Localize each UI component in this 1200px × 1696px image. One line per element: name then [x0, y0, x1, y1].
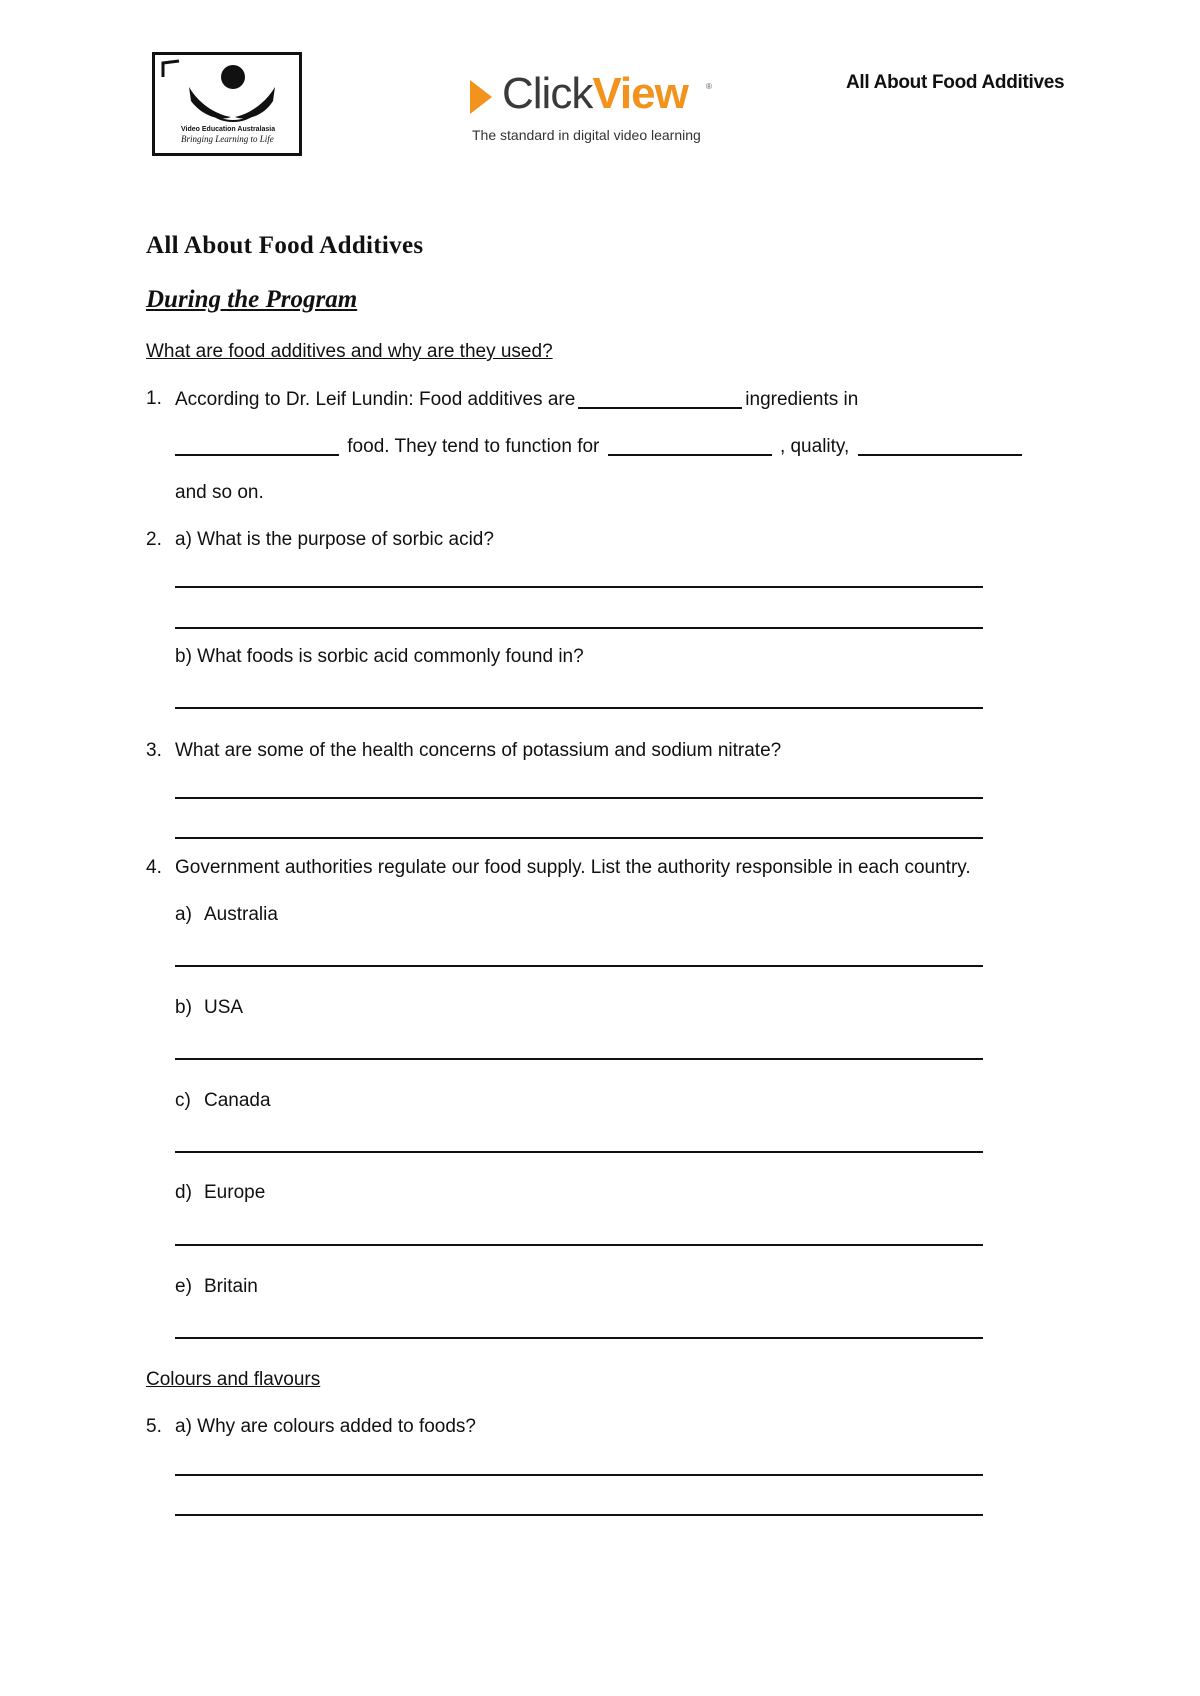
q1-line1 — [175, 389, 858, 409]
q4-item-britain: Britain — [204, 1276, 258, 1297]
q1-blank-4[interactable] — [858, 436, 1022, 456]
document-title: All About Food Additives — [146, 232, 424, 259]
q1-blank-2[interactable] — [175, 436, 339, 456]
vea-logo — [152, 52, 302, 156]
q2b-text: b) What foods is sorbic acid commonly found in? — [175, 646, 584, 667]
q4-item-letter: a) — [175, 904, 192, 925]
q4-item-australia: Australia — [204, 904, 278, 925]
q5-number: 5. — [146, 1416, 162, 1437]
q4-text: Government authorities regulate our food supply. List the authority responsible in each country. — [175, 857, 971, 878]
q1-line3: and so on. — [175, 482, 264, 503]
q4e-answer-line[interactable] — [175, 1337, 983, 1339]
q4c-answer-line[interactable] — [175, 1151, 983, 1153]
q4-item-europe: Europe — [204, 1182, 266, 1203]
header-title: All About Food Additives — [846, 72, 1065, 93]
q5a-answer-line-2[interactable] — [175, 1514, 983, 1516]
q4-item-letter: c) — [175, 1090, 191, 1111]
q4d-answer-line[interactable] — [175, 1244, 983, 1246]
q1-text-part1: According to Dr. Leif Lundin: Food additives are — [175, 389, 576, 410]
subheading-colours-flavours: Colours and flavours — [146, 1369, 321, 1390]
q2-number: 2. — [146, 529, 162, 550]
q5a-text: a) Why are colours added to foods? — [175, 1416, 477, 1437]
q2a-answer-line-1[interactable] — [175, 586, 983, 588]
clickview-tagline: The standard in digital video learning — [472, 127, 701, 143]
q5a-answer-line-1[interactable] — [175, 1474, 983, 1476]
play-icon — [468, 78, 494, 116]
q1-line2 — [175, 436, 1025, 456]
q4-item-letter: d) — [175, 1182, 192, 1203]
q4-number: 4. — [146, 857, 162, 878]
q3-text: What are some of the health concerns of potassium and sodium nitrate? — [175, 740, 782, 761]
q4-item-usa: USA — [204, 997, 244, 1018]
q1-blank-1[interactable] — [578, 389, 742, 409]
q3-answer-line-2[interactable] — [175, 837, 983, 839]
q3-number: 3. — [146, 740, 162, 761]
q1-blank-3[interactable] — [608, 436, 772, 456]
q1-number: 1. — [146, 388, 162, 409]
logo-org-name: Video Education Australasia — [181, 126, 276, 133]
logo-tagline: Bringing Learning to Life — [181, 134, 274, 144]
q4-item-letter: e) — [175, 1276, 192, 1297]
registered-mark: ® — [706, 82, 712, 91]
q4b-answer-line[interactable] — [175, 1058, 983, 1060]
q1-text-part4: , quality, — [779, 436, 850, 457]
q1-text-part2: ingredients in — [745, 389, 859, 410]
q4-item-canada: Canada — [204, 1090, 271, 1111]
q2a-text: a) What is the purpose of sorbic acid? — [175, 529, 494, 550]
q4-item-letter: b) — [175, 997, 192, 1018]
q4a-answer-line[interactable] — [175, 965, 983, 967]
q2a-answer-line-2[interactable] — [175, 627, 983, 629]
clickview-logo — [468, 69, 728, 152]
section-title: During the Program — [146, 286, 358, 313]
subheading-food-additives: What are food additives and why are they used? — [146, 341, 553, 362]
clickview-wordmark: ClickView — [502, 69, 688, 118]
q3-answer-line-1[interactable] — [175, 797, 983, 799]
q1-text-part3: food. They tend to function for — [347, 436, 600, 457]
q2b-answer-line[interactable] — [175, 707, 983, 709]
